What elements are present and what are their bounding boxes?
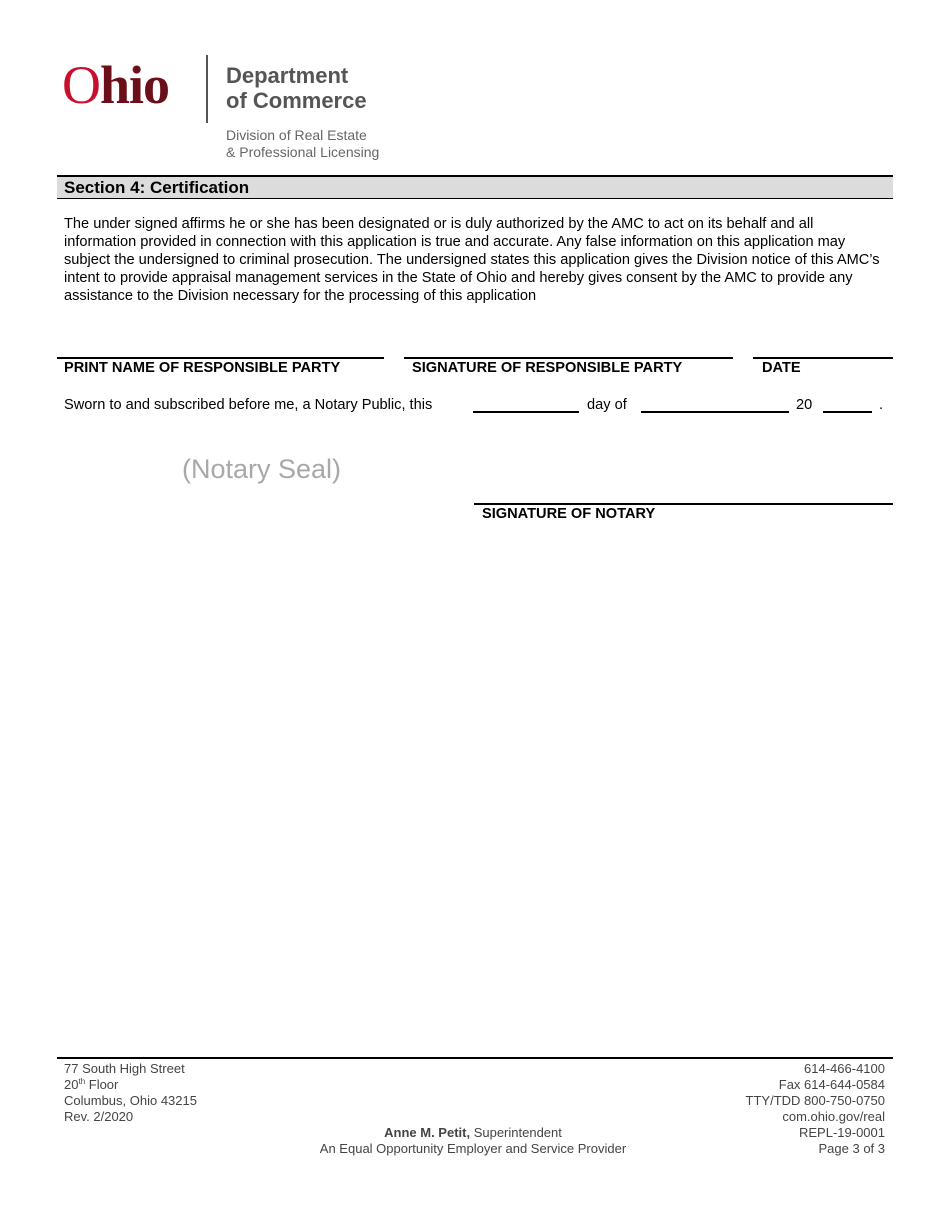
address-city: Columbus, Ohio 43215: [64, 1093, 197, 1108]
notary-signature-label: SIGNATURE OF NOTARY: [482, 506, 656, 522]
footer-center: [0, 1125, 946, 1157]
signature-label: SIGNATURE OF RESPONSIBLE PARTY: [412, 360, 683, 376]
revision-date: Rev. 2/2020: [64, 1109, 134, 1124]
dept-line-1: Department: [226, 63, 349, 88]
sworn-text: Sworn to and subscribed before me, a Notary Public, this: [64, 397, 433, 413]
footer-address: [64, 1061, 197, 1125]
notary-seal-placeholder: (Notary Seal): [182, 454, 342, 484]
superintendent: Anne M. Petit, Superintendent: [384, 1125, 562, 1140]
month-field-line[interactable]: [641, 411, 789, 413]
footer-rule: [57, 1057, 893, 1059]
year-field-line[interactable]: [823, 411, 872, 413]
tty-number: TTY/TDD 800-750-0750: [745, 1093, 885, 1108]
phone-number: 614-466-4100: [804, 1061, 885, 1076]
period: .: [879, 397, 884, 413]
division-name: [226, 127, 379, 161]
logo-o: O: [62, 55, 100, 115]
address-floor: 20th Floor: [64, 1077, 119, 1092]
print-name-label: PRINT NAME OF RESPONSIBLE PARTY: [64, 360, 341, 376]
eoe-statement: An Equal Opportunity Employer and Service Provider: [319, 1141, 627, 1156]
department-name: [226, 63, 367, 113]
date-label: DATE: [762, 360, 801, 376]
section-title: Section 4: Certification: [64, 178, 250, 197]
address-street: 77 South High Street: [64, 1061, 185, 1076]
website-link[interactable]: com.ohio.gov/real: [782, 1109, 885, 1124]
year-prefix: 20: [796, 397, 813, 413]
fax-number: Fax 614-644-0584: [778, 1077, 885, 1092]
logo-hio: hio: [100, 55, 170, 115]
ohio-logo: [62, 55, 170, 115]
day-field-line[interactable]: [473, 411, 579, 413]
division-line-2: & Professional Licensing: [226, 144, 380, 160]
day-of-text: day of: [587, 397, 627, 413]
form-id: REPL-19-0001: [799, 1125, 885, 1140]
logo-divider: [206, 55, 208, 123]
certification-paragraph: The under signed affirms he or she has been designated or is duly authorized by the AMC to act on its behalf and all information provided in connection with this application is true and accurate. Any false information on this application may subject the undersigned to criminal prosecution. The undersigned states this application gives the Division notice of this AMC’s intent to provide appraisal management services in the State of Ohio and hereby gives consent by the AMC to provide any assistance to the Division necessary for the processing of this application: [64, 216, 880, 304]
division-line-1: Division of Real Estate: [226, 127, 367, 143]
page-number: Page 3 of 3: [818, 1141, 885, 1156]
dept-line-2: of Commerce: [226, 88, 367, 113]
